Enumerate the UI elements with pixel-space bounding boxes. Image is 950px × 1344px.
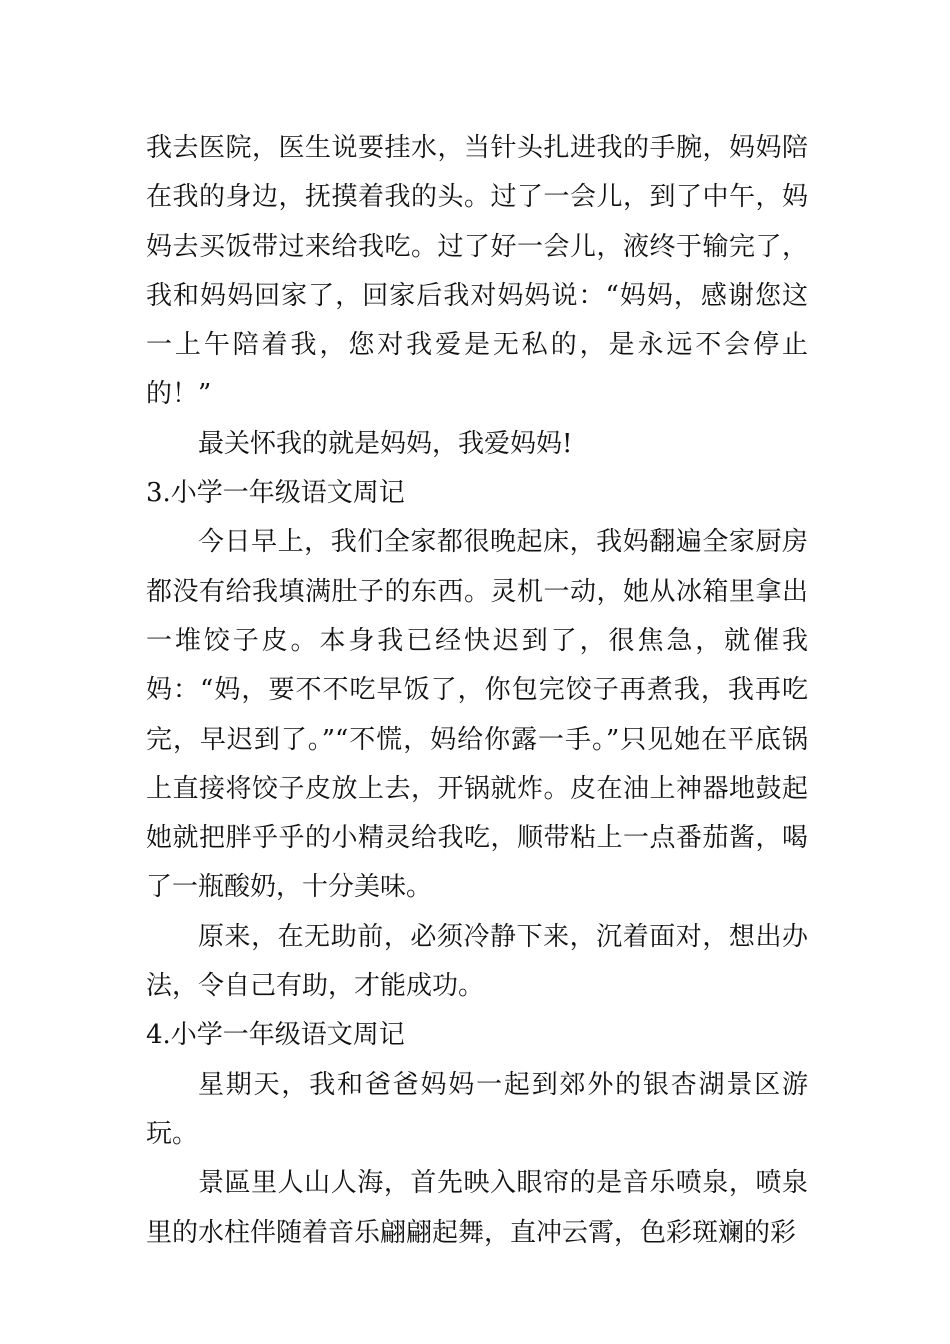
paragraph-dumplings-story: 今日早上，我们全家都很晚起床，我妈翻遍全家厨房都没有给我填满肚子的东西。灵机一动，她从冰箱里拿出一堆饺子皮。本身我已经快迟到了，很焦急，就催我妈：“妈，要不不吃早饭了，你包完饺子再煮我，我再吃完，早迟到了。”“不慌，妈给你露一手。”只见她在平底锅上直接将饺子皮放上去，开锅就炸。皮在油上神器地鼓起她就把胖乎乎的小精灵给我吃，顺带粘上一点番茄酱，喝了一瓶酸奶，十分美味。 xyxy=(146,527,808,903)
paragraph-hospital-story: 我去医院，医生说要挂水，当针头扎进我的手腕，妈妈陪在我的身边，抚摸着我的头。过了一会儿，到了中午，妈妈去买饭带过来给我吃。过了好一会儿，液终于输完了，我和妈妈回家了，回家后我对妈妈说：“妈妈，感谢您这一上午陪着我，您对我爱是无私的，是永远不会停止的！” xyxy=(146,133,808,410)
section-heading-3: 3.小学一年级语文周记 xyxy=(146,478,405,509)
paragraph-love-mom: 最关怀我的就是妈妈，我爱妈妈! xyxy=(198,428,573,459)
paragraph-lesson: 原来，在无助前，必须冷静下来，沉着面对，想出办法，令自己有助，才能成功。 xyxy=(146,921,808,1002)
document-body xyxy=(146,124,808,1258)
paragraph-sunday-trip: 星期天，我和爸爸妈妈一起到郊外的银杏湖景区游玩。 xyxy=(146,1069,808,1149)
section-heading-4: 4.小学一年级语文周记 xyxy=(146,1020,405,1051)
paragraph-fountain: 景區里人山人海，首先映入眼帘的是音乐喷泉，喷泉里的水柱伴随着音乐翩翩起舞，直冲云霄，色彩斑斓的彩 xyxy=(146,1168,808,1248)
